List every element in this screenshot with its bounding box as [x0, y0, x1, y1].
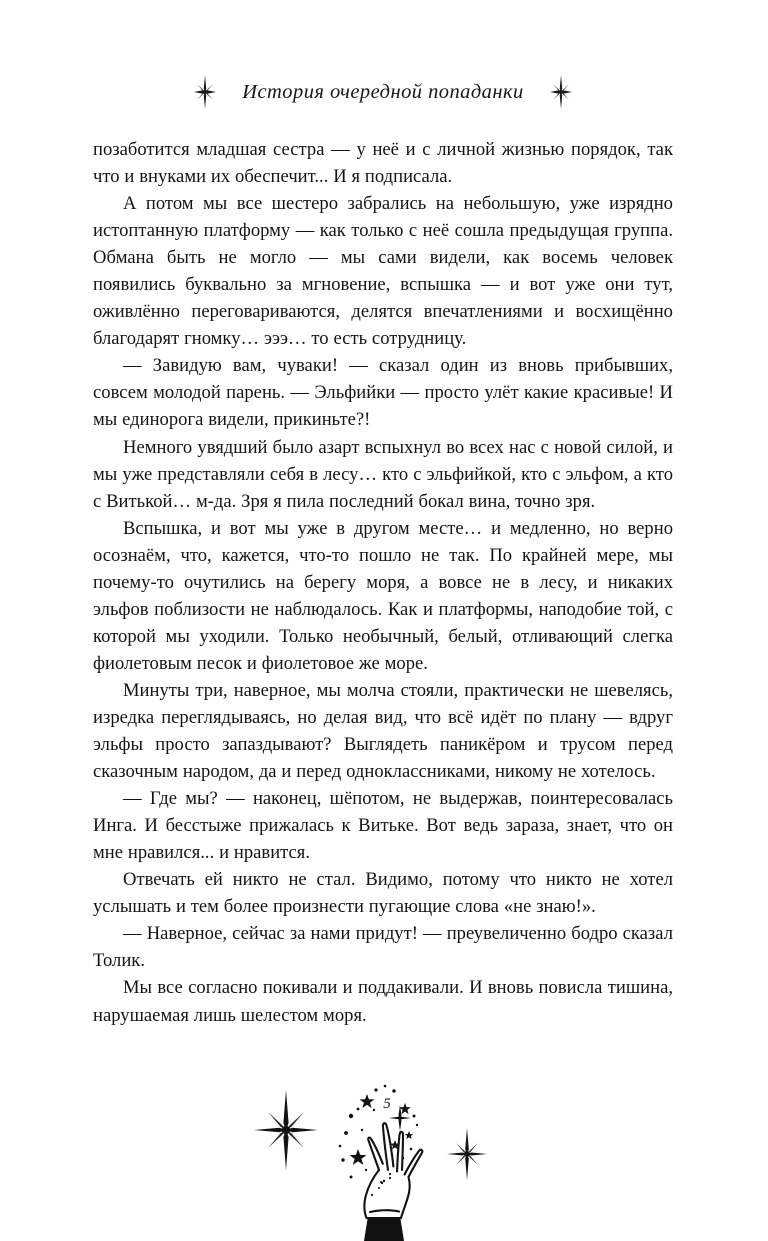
paragraph: Вспышка, и вот мы уже в другом месте… и медленно, но верно осознаём, что, кажется, что-то пошло не так. По крайней мере, мы почему-то очутились на берегу моря, а вовсе не в лесу, и никаких эльфов поблизости не наблюдалось. Как и платформы, наподобие той, с которой мы уходили. Только необычный, белый, отливающий слегка фиолетовым песок и фиолетовое же море. [93, 517, 673, 674]
paragraph: — Наверное, сейчас за нами придут! — преувеличенно бодро сказал Толик. [93, 923, 673, 972]
paragraph: Мы все согласно покивали и поддакивали. И вновь повисла тишина, нарушаемая лишь шелестом моря. [93, 977, 673, 1026]
paragraph: — Где мы? — наконец, шёпотом, не выдержав, поинтересовалась Инга. И бесстыже прижалась к Витьке. Вот ведь зараза, знает, что он мне нравился... и нравится. [93, 788, 673, 864]
sleeve [364, 1219, 404, 1241]
right-sparkle-star [447, 1128, 487, 1180]
paragraph: А потом мы все шестеро забрались на небольшую, уже изрядно истоптанную платформу — как только с неё сошла предыдущая группа. Обмана быть не могло — мы сами видели, как восемь человек появились буквально за мгновение, вспышка — и вот уже они тут, оживлённо переговариваются, делятся впечатлениями и восхищённо благодарят гномку… эээ… то есть сотрудницу. [93, 193, 673, 350]
magic-hand-with-sparkles-illustration [0, 1078, 768, 1241]
paragraph: Минуты три, наверное, мы молча стояли, практически не шевелясь, изредка переглядываясь, но делая вид, что всё идёт по плану — вдруг эльфы просто запаздывают? Выглядеть паникёром и трусом перед сказочным народом, да и перед одноклассниками, никому не хотелось. [93, 679, 673, 783]
four-pointed-star-icon-right [550, 75, 572, 109]
running-head-title: История очередной попаданки [242, 80, 524, 103]
paragraph: позаботится младшая сестра — у неё и с личной жизнью порядок, так что и внуками их обеспечит... И я подписала. [93, 139, 673, 188]
paragraph: — Завидую вам, чуваки! — сказал один из вновь прибывших, совсем молодой парень. — Эльфийки — просто улёт какие красивые! И мы единорога видели, прикиньте?! [93, 355, 673, 431]
body-text [93, 136, 673, 1029]
running-head [93, 70, 673, 114]
paragraph: Немного увядший было азарт вспыхнул во всех нас с новой силой, и мы уже представляли себя в лесу… кто с эльфийкой, кто с эльфом, а кто с Витькой… м-да. Зря я пила последний бокал вина, точно зря. [93, 436, 673, 512]
left-sparkle-star [254, 1090, 318, 1170]
page-number: 5 [383, 1096, 391, 1112]
paragraph: Отвечать ей никто не стал. Видимо, потому что никто не хотел услышать и тем более произнести пугающие слова «не знаю!». [93, 869, 673, 918]
four-pointed-star-icon-left [194, 75, 216, 109]
hand-with-sleeve [364, 1123, 422, 1218]
star-cloud [339, 1085, 419, 1196]
